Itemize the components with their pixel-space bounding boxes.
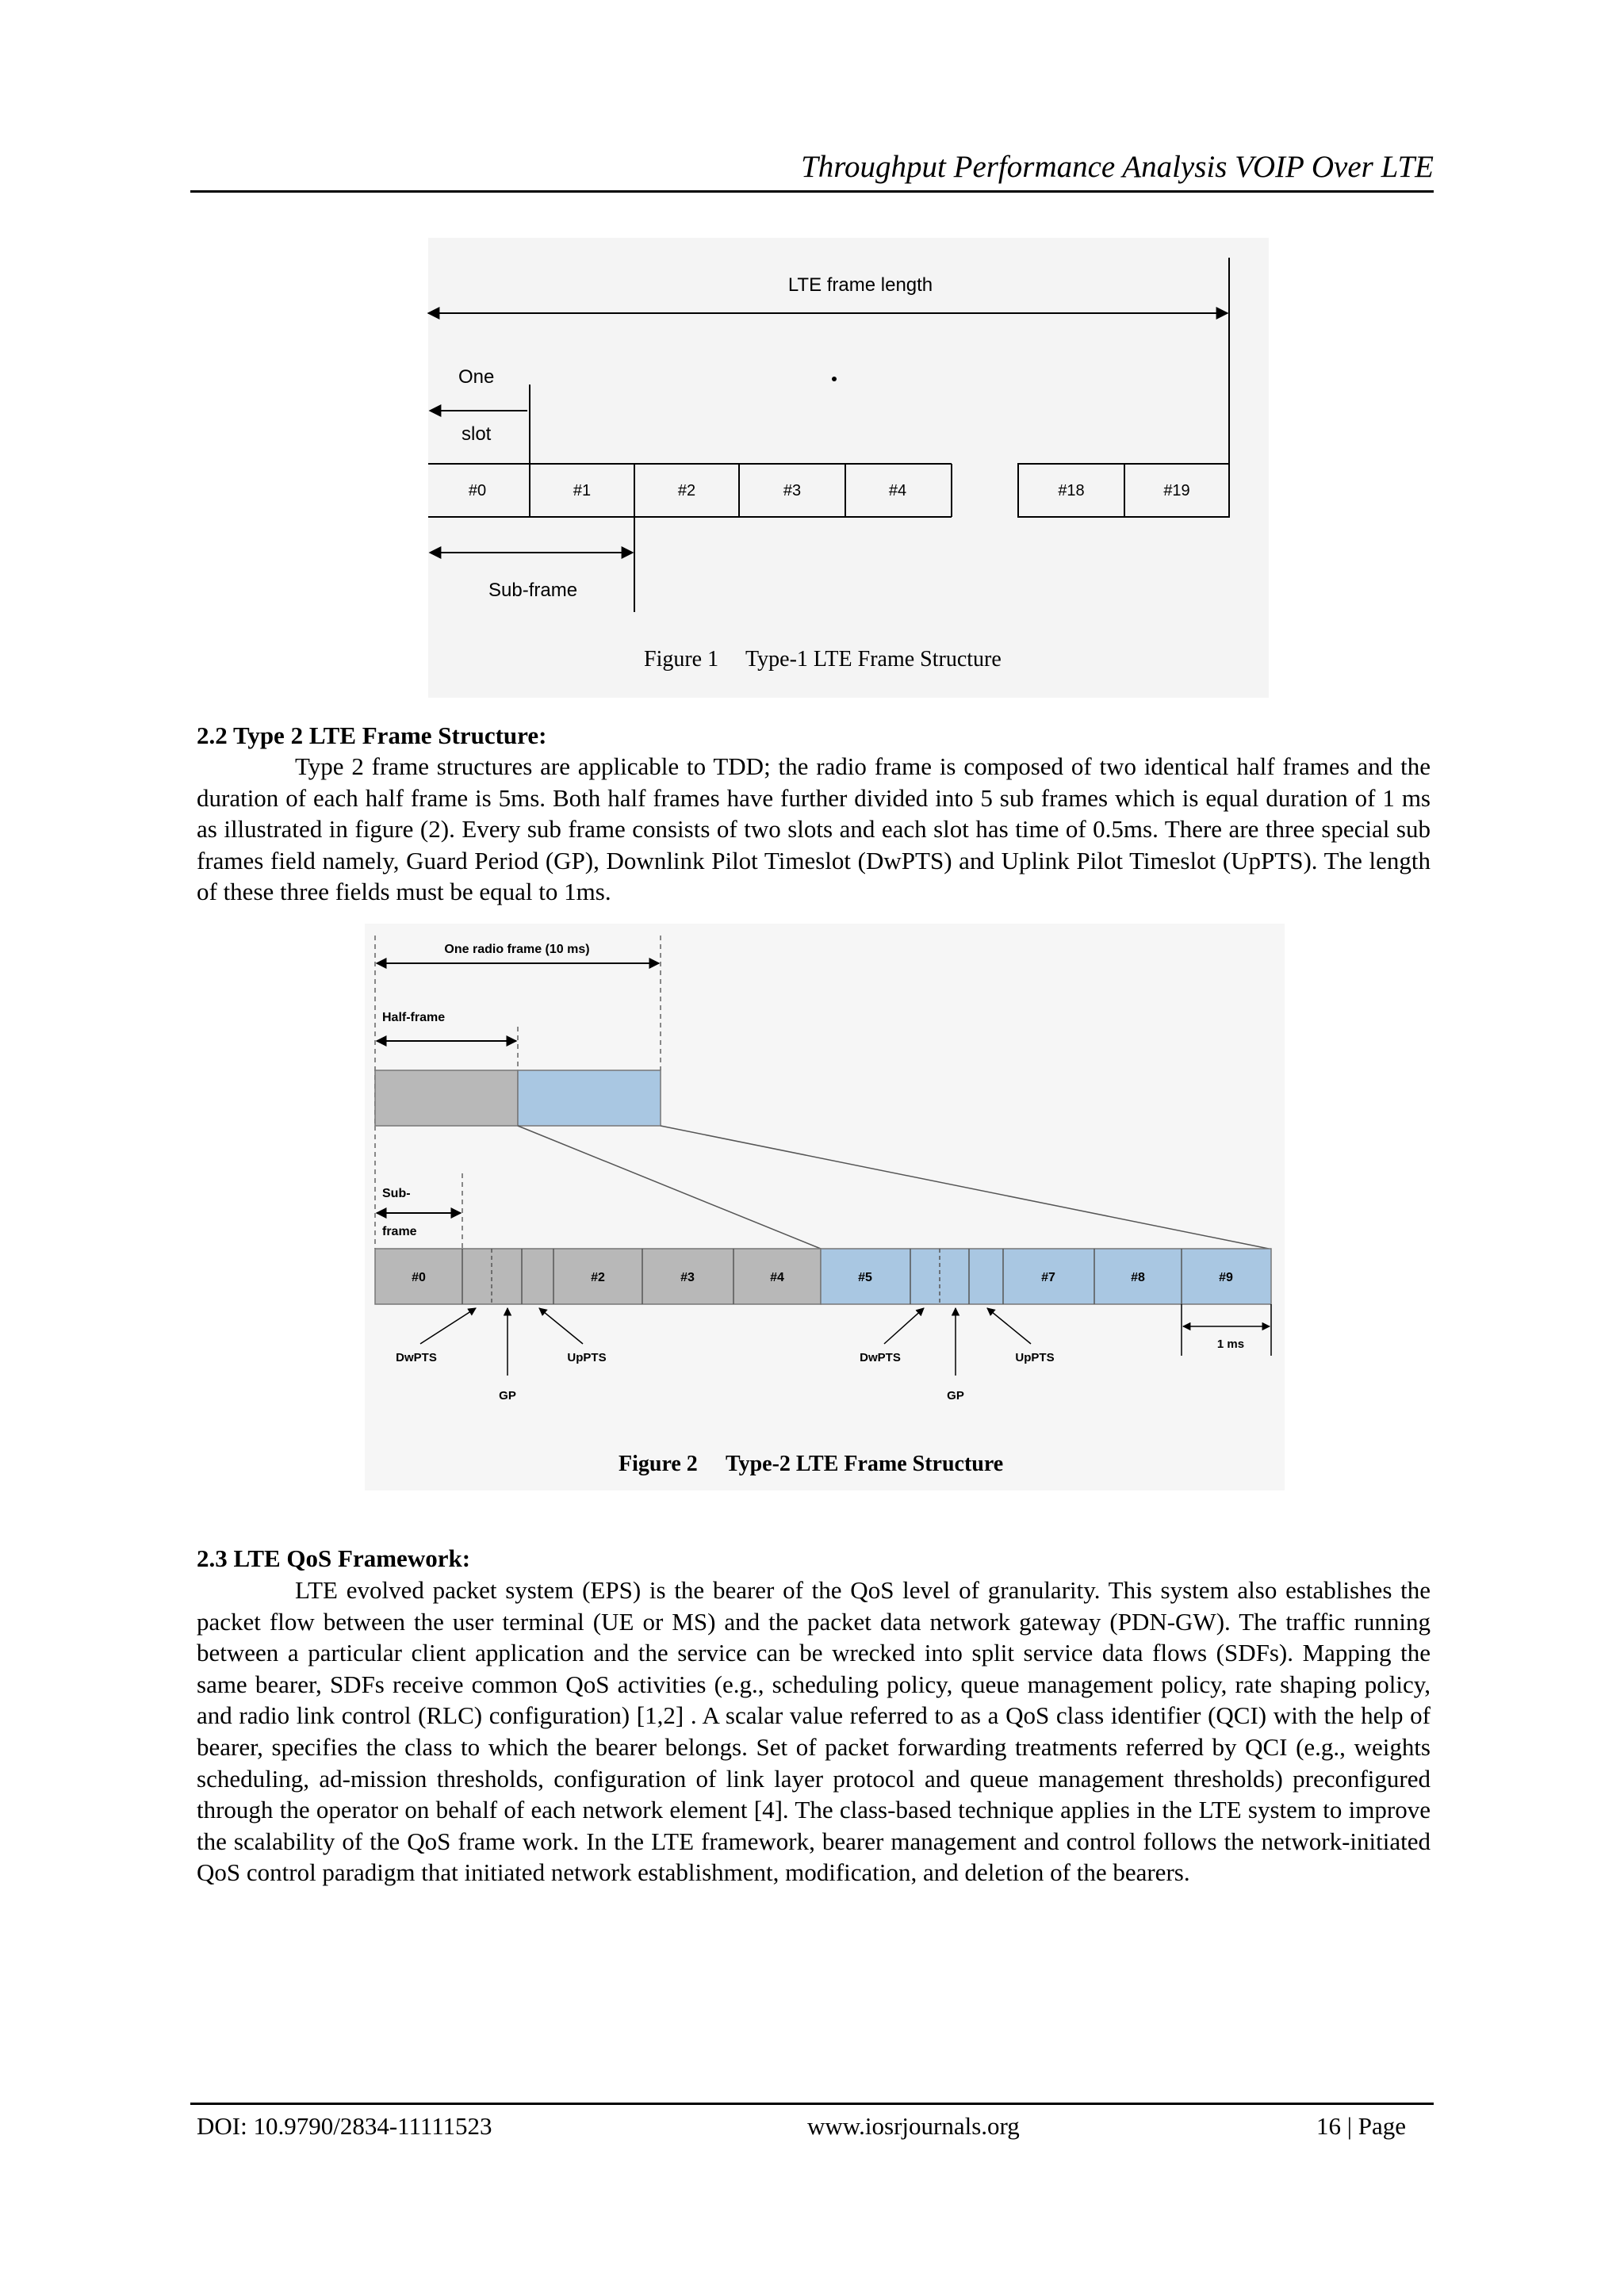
- one-label: One: [458, 366, 495, 388]
- section-2-3-body: LTE evolved packet system (EPS) is the bearer of the QoS level of granularity. This system also establishes the packet flow between the user terminal (UE or MS) and the packet data network gateway (PDN-GW). The traffic running between a particular client application and the service can be wrecked into split service data flows (SDFs). Mapping the same bearer, SDFs receive common QoS activities (e.g., scheduling policy, queue management policy, rate shaping policy, and radio link control (RLC) configuration) [1,2] . A scalar value referred to as a QoS class identifier (QCI) with the help of bearer, specifies the class to which the bearer belongs. Set of packet forwarding treatments referred by QCI (e.g., weights scheduling, ad-mission thresholds, configuration of link layer protocol and queue management thresholds) preconfigured through the operator on behalf of each network element [4]. The class-based technique applies in the LTE system to improve the scalability of the QoS frame work. In the LTE framework, bearer management and control follows the network-initiated QoS control paradigm that initiated network establishment, modification, and deletion of the bearers.: [197, 1576, 1431, 1887]
- figure-2: [365, 924, 1285, 1490]
- figure-1-caption-text: Type-1 LTE Frame Structure: [745, 647, 1002, 672]
- gp-label: GP: [499, 1389, 516, 1402]
- cell-label-0: #0: [412, 1271, 426, 1284]
- cell-label-2: #2: [591, 1271, 605, 1284]
- figure-1: [396, 238, 1269, 698]
- radio-frame-label: One radio frame (10 ms): [444, 943, 590, 956]
- half-frame-blue: [518, 1070, 661, 1126]
- cell-label-8: #8: [1131, 1271, 1145, 1284]
- footer-website: www.iosrjournals.org: [807, 2112, 1020, 2140]
- slot-label-2: #2: [677, 482, 696, 499]
- figure-2-caption-number: Figure 2: [619, 1452, 698, 1476]
- figure-2-caption-text: Type-2 LTE Frame Structure: [726, 1452, 1004, 1476]
- running-header: Throughput Performance Analysis VOIP Over LTE: [801, 150, 1434, 184]
- slot-label-18: #18: [1058, 482, 1085, 499]
- footer-rule: [190, 2103, 1434, 2105]
- dot: [832, 377, 837, 381]
- footer-page-number: 16 | Page: [1316, 2112, 1406, 2140]
- slot-label-3: #3: [783, 482, 802, 499]
- section-heading-2-2: 2.2 Type 2 LTE Frame Structure:: [197, 721, 547, 749]
- subframe-label: Sub-frame: [488, 580, 578, 601]
- header-rule: [190, 190, 1434, 193]
- slot-label-1: #1: [573, 482, 592, 499]
- figure-2-diagram: [365, 924, 1285, 1490]
- slot-label-19: #19: [1163, 482, 1190, 499]
- half-frame-gray: [375, 1070, 518, 1126]
- cell-label-7: #7: [1041, 1271, 1055, 1284]
- cell-label-5: #5: [858, 1271, 872, 1284]
- cell-label-3: #3: [680, 1271, 695, 1284]
- section-heading-2-3: 2.3 LTE QoS Framework:: [197, 1544, 471, 1572]
- uppts-label: UpPTS: [567, 1351, 607, 1364]
- footer-doi: DOI: 10.9790/2834-11111523: [197, 2112, 492, 2140]
- slot-label: slot: [462, 423, 492, 445]
- figure-2-background: [365, 924, 1285, 1490]
- half-frame-label: Half-frame: [382, 1011, 446, 1024]
- slot-label-4: #4: [888, 482, 907, 499]
- frame-length-label: LTE frame length: [787, 274, 933, 296]
- cell-label-9: #9: [1219, 1271, 1233, 1284]
- dwpts-label: DwPTS: [396, 1351, 437, 1364]
- dwpts-label: DwPTS: [860, 1351, 901, 1364]
- cell-label-4: #4: [770, 1271, 784, 1284]
- ms-label: 1 ms: [1216, 1337, 1245, 1351]
- figure-1-background: [428, 238, 1269, 698]
- section-2-2-body: Type 2 frame structures are applicable to TDD; the radio frame is composed of two identical half frames and the duration of each half frame is 5ms. Both half frames have further divided into 5 sub frames which is equal duration of 1 ms as illustrated in figure (2). Every sub frame consists of two slots and each slot has time of 0.5ms. There are three special sub frames field namely, Guard Period (GP), Downlink Pilot Timeslot (DwPTS) and Uplink Pilot Timeslot (UpPTS). The length of these three fields must be equal to 1ms.: [197, 752, 1431, 906]
- uppts-label: UpPTS: [1015, 1351, 1055, 1364]
- gp-label: GP: [947, 1389, 964, 1402]
- slot-label-0: #0: [468, 482, 487, 499]
- sub-label: Sub-: [382, 1187, 411, 1200]
- frame-label: frame: [382, 1225, 417, 1238]
- figure-1-diagram: [396, 238, 1269, 698]
- figure-1-caption-number: Figure 1: [644, 647, 719, 672]
